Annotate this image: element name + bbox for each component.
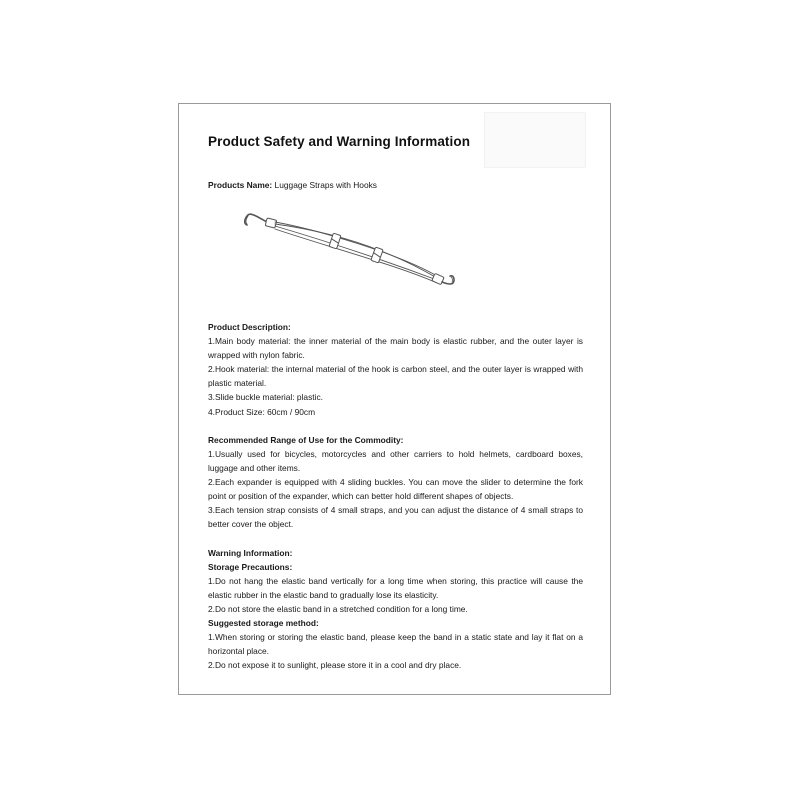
slide-buckle-icon xyxy=(371,247,383,263)
paragraph: 2.Do not store the elastic band in a stretched condition for a long time. xyxy=(208,603,468,614)
section-heading: Recommended Range of Use for the Commodity: xyxy=(208,434,404,445)
paragraph: 1.Main body material: the inner material of the main body is elastic rubber, and the outer layer is wrapped with nylon fabric. xyxy=(208,336,583,361)
paragraph: 1.Do not hang the elastic band vertically for a long time when storing, this practice will cause the elastic rubber in the elastic band to gradually lose its elasticity. xyxy=(208,575,583,600)
paragraph: 3.Each tension strap consists of 4 small straps, and you can adjust the distance of 4 small straps to better cover the object. xyxy=(208,505,583,530)
luggage-strap-illustration xyxy=(239,204,459,299)
strap-bands-icon xyxy=(275,222,437,283)
paragraph: 2.Each expander is equipped with 4 sliding buckles. You can move the slider to determine the fork point or position of the expander, which can better hold different shapes of objects. xyxy=(208,477,583,502)
subsection-heading: Storage Precautions: xyxy=(208,561,293,572)
right-hook-icon xyxy=(432,273,454,284)
paragraph: 1.When storing or storing the elastic band, please keep the band in a static state and lay it flat on a horizontal place. xyxy=(208,632,583,657)
paragraph: 1.Usually used for bicycles, motorcycles and other carriers to hold helmets, cardboard boxes, luggage and other items. xyxy=(208,448,583,473)
paragraph: 3.Slide buckle material: plastic. xyxy=(208,392,323,403)
paragraph: 4.Product Size: 60cm / 90cm xyxy=(208,406,316,417)
product-name-label: Products Name: xyxy=(208,180,273,190)
faint-stamp-area xyxy=(484,112,586,168)
spacer xyxy=(208,531,583,545)
document-page xyxy=(178,103,611,695)
product-name-value: Luggage Straps with Hooks xyxy=(272,180,377,190)
paragraph: 2.Do not expose it to sunlight, please store it in a cool and dry place. xyxy=(208,660,462,671)
paragraph: 2.Hook material: the internal material of the hook is carbon steel, and the outer layer is wrapped with plastic material. xyxy=(208,364,583,389)
product-name-line xyxy=(208,180,377,190)
document-body xyxy=(208,320,583,672)
section-heading: Warning Information: xyxy=(208,547,293,558)
spacer xyxy=(208,419,583,433)
page-title: Product Safety and Warning Information xyxy=(208,134,471,149)
section-heading: Product Description: xyxy=(208,322,291,332)
subsection-heading: Suggested storage method: xyxy=(208,617,319,628)
left-hook-icon xyxy=(245,214,277,228)
